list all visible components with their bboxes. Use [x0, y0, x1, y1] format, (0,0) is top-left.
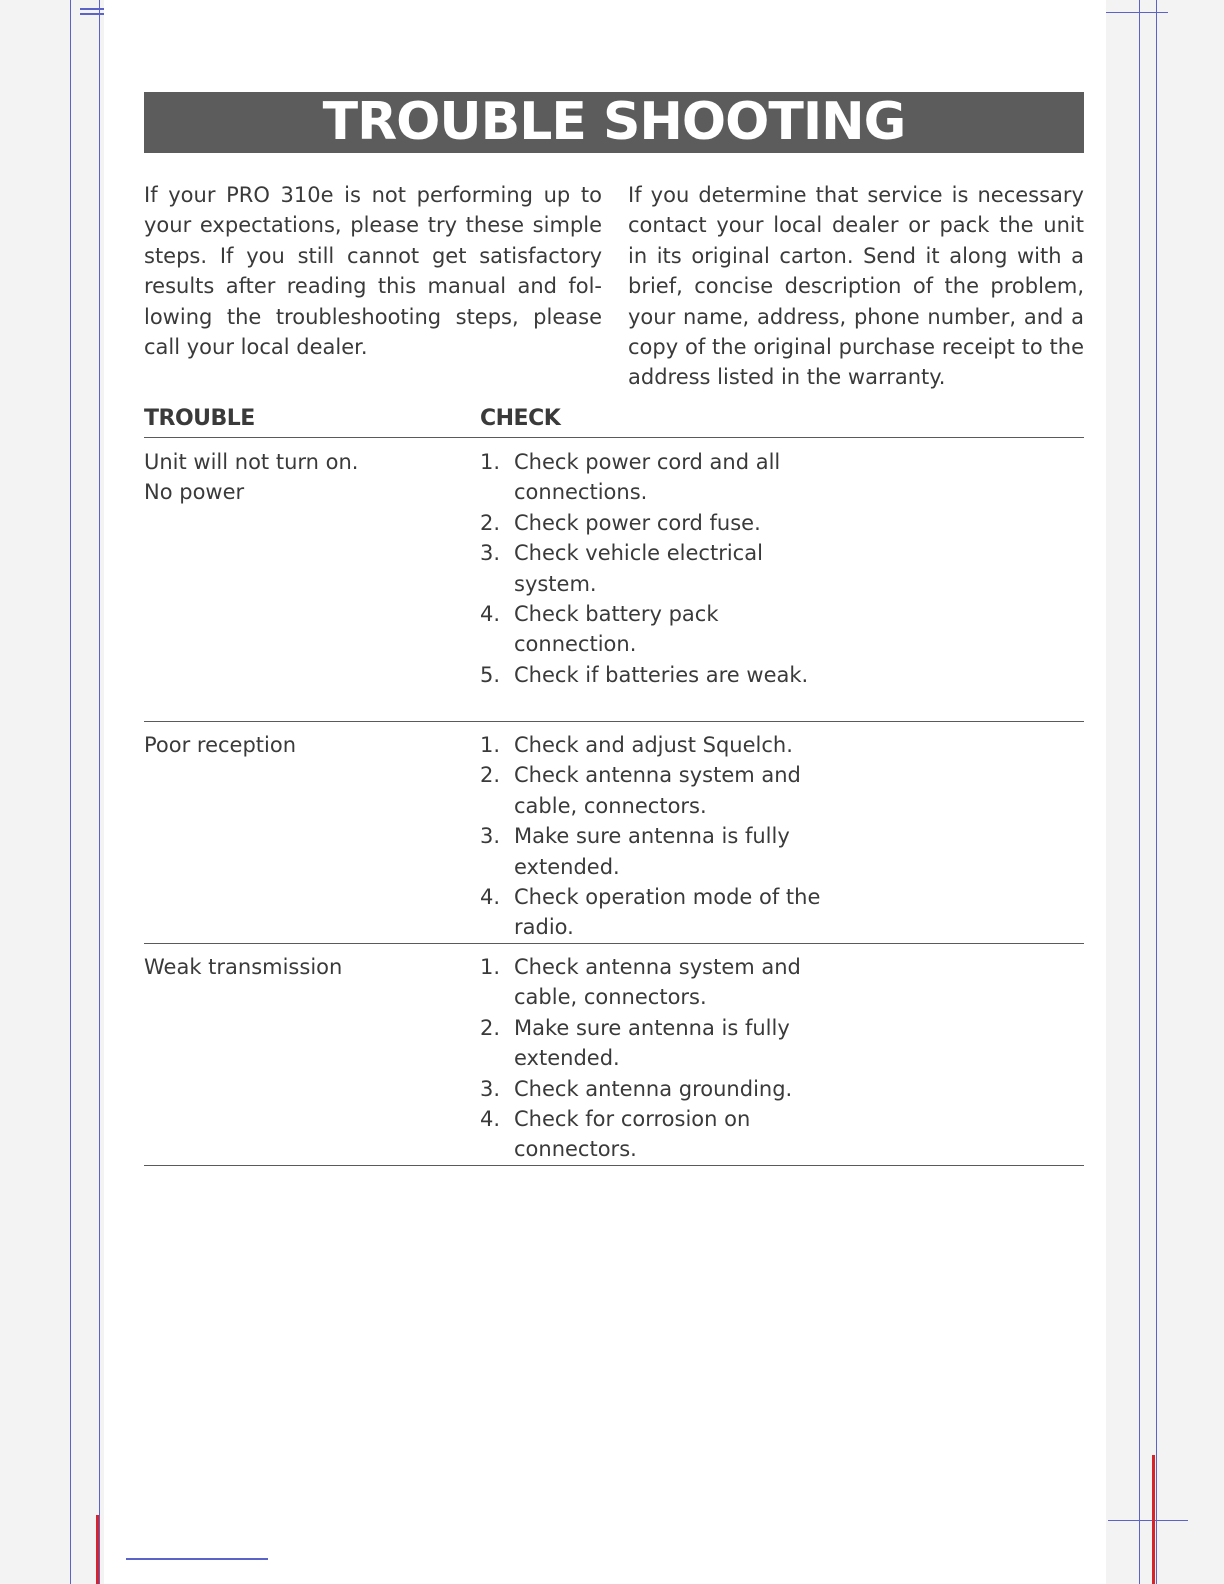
- check-item: [480, 952, 840, 1013]
- left-margin-line-inner: [99, 0, 100, 1584]
- check-item: [480, 599, 840, 660]
- left-margin-line: [70, 0, 71, 1584]
- check-number: 3.: [480, 541, 501, 566]
- check-item: [480, 882, 840, 943]
- check-text: Check battery pack connection.: [514, 602, 719, 657]
- intro-paragraph-left: If your PRO 310e is not performing up to your expectations, please try these simple steps. If you still cannot get satisfactory results after reading this manual and fol-lowing the troubleshooting steps, please call your local dealer.: [144, 183, 602, 360]
- bottom-left-mark: [126, 1558, 268, 1560]
- check-number: 3.: [480, 824, 501, 849]
- check-text: Check if batteries are weak.: [514, 662, 809, 687]
- check-text: Make sure antenna is fully extended.: [514, 1015, 790, 1071]
- column-header-trouble: TROUBLE: [144, 406, 255, 431]
- trouble-text: No power: [144, 480, 245, 505]
- check-text: Check vehicle electrical system.: [514, 541, 763, 596]
- check-number: 2.: [480, 763, 501, 788]
- check-list: [480, 447, 840, 690]
- corner-mark: [80, 13, 104, 15]
- table-bottom-divider: [144, 1165, 1084, 1166]
- right-margin-line-outer: [1156, 0, 1157, 1584]
- check-number: 2.: [480, 1015, 501, 1040]
- check-number: 2.: [480, 510, 501, 535]
- trouble-text: Unit will not turn on.: [144, 450, 359, 474]
- check-text: Check for corrosion on connectors.: [514, 1107, 751, 1162]
- check-item: [480, 508, 840, 538]
- check-item: [480, 447, 840, 508]
- trouble-cell: [144, 952, 464, 982]
- right-margin-line: [1139, 0, 1140, 1584]
- trouble-text: Poor reception: [144, 733, 297, 757]
- check-text: Check operation mode of the radio.: [514, 885, 821, 940]
- check-number: 5.: [480, 662, 501, 687]
- check-list: [480, 952, 840, 1165]
- check-number: 1.: [480, 450, 501, 474]
- bottom-right-mark: [1108, 1520, 1188, 1521]
- check-text: Check antenna grounding.: [514, 1076, 793, 1101]
- check-text: Check and adjust Squelch.: [514, 733, 793, 757]
- row-divider: [144, 721, 1084, 722]
- check-text: Make sure antenna is fully extended.: [514, 824, 790, 879]
- check-number: 3.: [480, 1076, 501, 1101]
- check-text: Check power cord and all connections.: [514, 450, 781, 505]
- check-item: [480, 1013, 840, 1074]
- check-number: 4.: [480, 885, 501, 910]
- corner-mark: [80, 8, 104, 10]
- check-number: 4.: [480, 602, 501, 627]
- trouble-cell: [144, 730, 464, 760]
- header-divider: [144, 437, 1084, 438]
- check-text: Check antenna system and cable, connectors.: [514, 955, 801, 1010]
- check-text: Check antenna system and cable, connectors.: [514, 763, 801, 818]
- check-item: [480, 660, 840, 690]
- check-item: [480, 1074, 840, 1104]
- column-header-check: CHECK: [480, 406, 561, 431]
- title-banner: [144, 92, 1084, 153]
- check-item: [480, 538, 840, 599]
- left-red-mark: [96, 1515, 99, 1584]
- trouble-text: Weak transmission: [144, 955, 343, 979]
- check-item: [480, 1104, 840, 1165]
- intro-paragraph-right: If you determine that service is necessary contact your local dealer or pack the unit in its original carton. Send it along with a brief, concise description of the problem, your name, address, phone number, and a copy of the original purchase receipt to the address listed in the warranty.: [628, 183, 1084, 390]
- row-divider: [144, 943, 1084, 944]
- check-text: Check power cord fuse.: [514, 510, 761, 535]
- check-item: [480, 760, 840, 821]
- check-number: 4.: [480, 1107, 501, 1132]
- check-list: [480, 730, 840, 943]
- top-right-mark: [1106, 12, 1168, 13]
- page-title: TROUBLE SHOOTING: [322, 92, 906, 152]
- right-red-mark: [1152, 1455, 1155, 1584]
- check-number: 1.: [480, 955, 501, 979]
- check-item: [480, 730, 840, 760]
- check-number: 1.: [480, 733, 501, 757]
- check-item: [480, 821, 840, 882]
- trouble-cell: [144, 447, 464, 508]
